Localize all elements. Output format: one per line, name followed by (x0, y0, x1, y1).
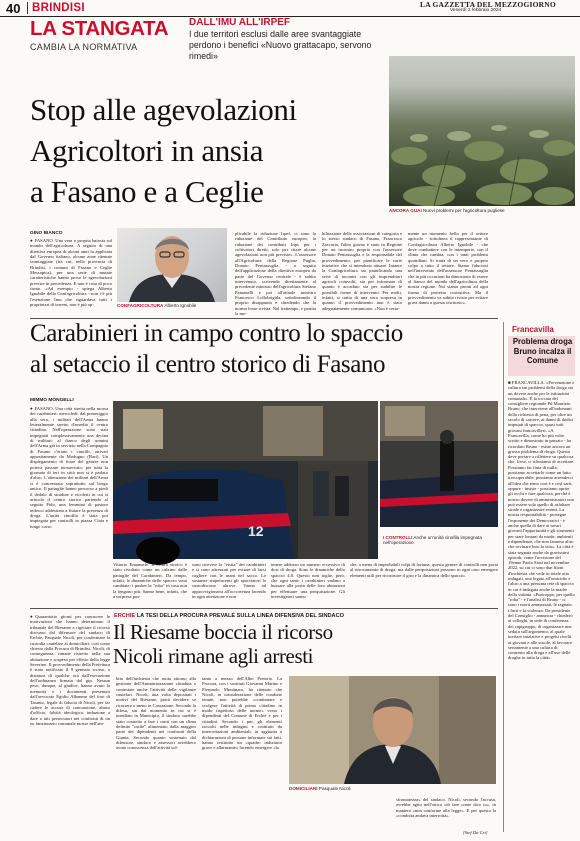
story1-column-1: ● FASANO. Una vera e propria batosta sul mondo dell'agricoltura. A seguito di una direttiva europea di alcuni anni fa applicata dal Governo italiano, alcune zone ritenute svantaggiate (tra cui, nella provincia di Brindisi, i comuni di Fasano e Ceglie Messapica), per una serie di mutate caratteristiche hanno perso le agevolazioni previste in precedenza. E non è cosa di poco conto. «Ad esempio - spiega Alberto Ignobile della Confagricoltura - non c'è più l'esenzione Imu che riguardava tutti i proprietari di terreni, non è più ap- (30, 238, 112, 308)
story3-headline-1: Il Riesame boccia il ricorso (113, 620, 333, 644)
issue-date: Venerdì 2 febbraio 2024 (450, 8, 502, 13)
story2-byline: MIMMO MONGELLI (30, 398, 74, 403)
story1-sub-label: DALL'IMU ALL'IRPEF (189, 17, 291, 28)
story2-column-5: che, a meno di improbabili colpi di fortuna, questo genere di controlli non porta al ritrovamento di droga, ma dalle perquisizioni possono in ogni caso emergere elementi utili per ricostruire il giro e la dinamica dello spaccio. (350, 562, 498, 578)
sidebar-section: Francavilla (512, 325, 554, 334)
story2-headline-2: al setaccio il centro storico di Fasano (30, 351, 386, 378)
story2-column-4: tenere addosso un numero eccessivo di dosi di droga. Sono le dinamiche dello spaccio 4.0. Questo non toglie, però, che ogni tanto i carabinieri vadano a bussare alla porta delle loro abitazioni per effettuare una perquisizione. Gli investigatori sanno (271, 562, 345, 600)
page-header (0, 0, 580, 17)
story1-kicker-sub: CAMBIA LA NORMATIVA (30, 42, 138, 52)
story3-column-3: tanto a mezzo dell'Albo Pretorio. La Procura, con i sostituti Giovanni Marino e Pierpaolo Montinaro, ha ritenuto che Nicoli, in considerazione delle condotte tenute, non potrebbe «continuare e svolgere l'attività di primo cittadino in modo rispettoso delle norme» verso i dipendenti del Comune di Erchie e per i cittadini. Secondo i pm, gli elementi raccolti nelle indagini e costituiti da intercettazioni ambientali, in aggiunta a dichiarazioni di persone informate sui fatti, hanno restituito un «quadro indiziario grave e allarmante» facendo emergere «la (202, 676, 282, 751)
crop-field-photo (389, 56, 575, 206)
nicoli-drawing (289, 676, 496, 784)
police-car-drawing (113, 401, 378, 559)
story1-headline-3: a Fasano e a Ceglie (30, 174, 264, 209)
police-photo-caption: I CONTROLLI Anche un'unità cinofila impegnata nell'operazione (383, 535, 482, 546)
story1-column-4: mente un momento bello per il settore agricolo - sottolinea il rappresentante di Confagricoltura Alberto Ignobile - che deve combattere con le intemperie, con il clima che cambia, con i tanti problemi quotidiani. Si tratta di un vero e proprio colpo a tutto il settore. Siamo fiduciosi nell'intervento dell'assessore Pentassuglia che in più occasioni ha dimostrato di essere al fianco del mondo dell'agricoltura della nostra regione. Noi siamo pronti ad ogni forma di protesta costruttiva. Ma il provvedimento va subito rivisto per evitare gravi danni a questo territorio». (408, 231, 488, 306)
story1-column-2: plicabile la riduzione Irpef, ci sono la riduzione del Contributo europeo, la riduzione dei contributi Inps per i coltivatori diretti, solo per citare alcune agevolazioni non più previste». L'assessore all'Agricoltura della Regione Puglia, Donato Pentassuglia - a seguito dell'applicazione della direttiva europea da parte del Governo centrale - è subito intervenuto, scrivendo direttamente al precedente ministro dell'agricoltura Stefano Patuanelli e poi all'attuale ministro Francesco Lollobrigida, sottolineando il proprio disappunto e chiedendo che la norma fosse rivista. Nel frattempo, e partita la mo- (235, 231, 316, 317)
story2-column-2: Vittorio Emanuele. Il centro storico è stato rivoltato come un calzino dalle pattuglie del Carabinieri. Da tempo, infatti, le dinamiche dello spaccio sono cambiate: i pusher la "roba" in casa non la tengono più. Sanno bene, infatti, che a sorpresa pos- (113, 562, 187, 600)
portrait-drawing (117, 228, 227, 302)
section-name: BRINDISI (32, 2, 85, 14)
story2-column-3: sono ricevere la "visita" dei carabinieri e si sono attrezzati per evitare di farsi cogliere con le mani nel sacco. Le sostanze stupefacenti gli spacciatori le custodiscono altrove. Vanno ad approvvigionarsi all'occorrenza facendo in ogni attenzione e non (192, 562, 266, 600)
police-car-photo (113, 401, 378, 559)
story3-headline-2: Nicoli rimane agli arresti (113, 644, 314, 668)
story2-column-1: ● FASANO. Una città stretta nella morsa dei carabinieri: mercoledì, dal pomeriggio alla sera, i militari dell'Arma hanno letteralmente stretto d'assedio il centro cittadino. Nell'operazione sono stati impegnati complessivamente una decina di militari: al fianco degli uomini dell'Arma già in servizio nella Compagnia di Fasano c'erano i cinofili, arrivati appositamente da Modugno (Bari). Un dispiegamento di forze del genere non poteva passare inosservato: per tutta la giornata di ieri in città non si è parlato d'altro. L'attenzione dei militari dell'Arma si è concentrata soprattutto sul borgo antico. Il pattuglie hanno percorso a piedi il dedalo di stradine e vicoletti in cui si articola il centro storico partendo al seguito Fido, una femmina di pastore tedesco addestrata a fiutare la presenza di droga. L'unità cinofila è stata poi impiegata per controlli in piazza Ciaia e lungo corso (30, 406, 108, 529)
story1-headline-1: Stop alle agevolazioni (30, 92, 297, 127)
story1-kicker: LA STANGATA (30, 17, 169, 40)
story3-column-4: sfrontatezza» del sindaco. Nicoli, secondo l'accusa, avrebbe agito nell'ottica «di fare come dico io», in maniera «non conforme alla legge». E per questo la «condotta andava interrotta». (396, 797, 496, 819)
nicoli-photo-caption: DOMICILIARI Pasquale Nicoli (289, 786, 351, 791)
page-number: 40 (6, 1, 21, 16)
crop-leaves-drawing (389, 56, 575, 206)
story1-headline-2: Agricoltori in ansia (30, 133, 264, 168)
sidebar-body: ■ FRANCAVILLA. «Prevenzione e cultura sui problemi della droga sia un dovere anche per le istituzioni comunali». È la toccata del consigliere regionale Pd Maurizio Bruno, che interviene all'indomani della richiesta di pena, per oltre un secolo di carcere, ai danni di dodici imputati di spaccio, quasi tutti giovani francavillesi. «A Francavilla, come ho più volte scritto e dimostrato in passato - ha ricordato Bruno - esiste ancora un grosso problema di droga. Questo deve portare a riflettere su qualcosa che, forse, ci rifiutiamo di accettare. Possiamo far finta di nulla, possiamo accettarlo come un fatto irrecuperabile, possiamo arrenderci all'idea che temo così è e così sarà, oppure - insiste - possiamo aprire gli occhi e fare qualcosa, perché è nostro dovere di amministratori non può essere solo quello di asfaltare strade e organizzare eventi. La nostra responsabilità - prosegue l'esponente dei Democratici - è anche quella di dare ai nostri giovani l'opportunità e gli strumenti per stare lontani da mode, ambienti e dipendenze, che non faranno altro che rovinare loro la vita». La città è stata segnata anche da gravissimi episodi, come l'uccisione del 19enne Paolo Stasi nel novembre 2022, su cui ci sono due filoni d'inchiesta che vede in totale otto indagati, uno legato all'omicidio e l'altro a una presunta rete di spaccio in cui è indagata anche la madre della vittima. «Purtroppo, per quello "roba" - è l'analisi di Bruno - ci sono i morti ammazzati, le ragnaie, i furti e la violenza. Da presidente del Consiglio - annuncia - chiederò ai colleghi, in sede di conferenza dei capigruppo, di organizzare una seduta sull'argomento, al quale invitare iniziative e progetti rivolti ai giovani e alle scuole, al lavorare seriamente a una cultura di contrasto alla droga e all'uso delle droghe in tutta la città». (508, 380, 575, 661)
story1-byline: GINO BIANCO (30, 231, 63, 236)
portrait-caption: CONFAGRICOLTURA Alberto Ignobile (117, 303, 197, 308)
field-photo-caption: ANCORA GUAI Nuovi problemi per l'agricoltura pugliese (389, 208, 505, 213)
sidebar-headline: Problema droga Bruno incalza il Comune (512, 337, 573, 366)
story3-column-1: ●Quarantotto giorni per conoscere le motivazioni che hanno determinato il tribunale del Riesame a rigettare il ricorso discusso dal difensore del sindaco di Erchie, Pasquale Nicoli, per confermare la custodia cautelare ai domiciliari, così come chiesto dalla Procura di Brindisi. Nicoli, di conseguenza, rimane ristretto nella sua abitazione e sospeso per effetto della legge Severino. Il provvedimento della Prefettura è stato notificato il 9 gennaio scorso, a distanza di qualche ora dall'esecuzione dell'ordinanza firmata dal gip. Nessun peso, dunque, al giudice, hanno avuto la memoria e i documenti presentati dall'avvocato Egidio Albanese del foro di Taranto, legale di fiducia di Nicoli, per far cadere le accuse di concussione, abuso d'ufficio, falsità ideologica, induzione a dare o atti persecutori nei confronti di un ex funzionario comunale mosse nell'am- (30, 614, 110, 726)
story2-headline-1: Carabinieri in campo contro lo spaccio (30, 320, 403, 347)
newspaper-name: LA GAZZETTA DEL MEZZOGIORNO (420, 0, 556, 9)
story3-kicker: ERCHIE LA TESI DELLA PROCURA PREVALE SULLA LINEA DIFENSIVA DEL SINDACO (114, 613, 344, 619)
nicoli-photo (289, 676, 496, 784)
portrait-photo (117, 228, 227, 302)
story1-column-3: bilitazione delle associazioni di categoria e lo stesso sindaco di Fasano, Francesco Zaccaria, l'altro giorno è stato in Regione per un incontro proprio con l'assessore Donato Pentassuglia e la responsabile del provvedimento, per pianificare le varie iniziative che si intendono attuare. Intanto la Confagricoltura sta pianificando una serie di incontri con gli imprenditori agricoli coinvolti, sia per informare di quanto è accaduto sia per stabilire le possibili forme di intervento. Per molti, infatti, si tratta di una vera sorpresa in quanto il provvedimento non è stato adeguatamente comunicato. «Non è certa- (322, 231, 402, 311)
story1-sub-text: I due territori esclusi dalle aree svantaggiate perdono i benefici «Nuovo grattacapo, servono rimedi» (189, 29, 372, 61)
canine-unit-drawing (380, 401, 498, 527)
story3-column-2: bito dell'inchiesta che ruota attorno alla gestione dell'Amministrazione cittadina e contestate anche l'attività delle vigilanze cautelari. Nicoli, una volta depositati i motivi del Riesame, potrà decidere se ricorrere o meno in Cassazione. Secondo la difesa, sin dal momento in cui si è insediato in Municipio, il sindaco sarebbe stato costretto a fare i conti con un clima definito "ostile" alimentato dalla maggior parte dei dipendenti nei confronti della Giunta. Secondo quanto sostenuto dal difensore, sindaco e assessori avrebbero avuto conoscenza dell'attività sol- (116, 676, 196, 751)
canine-unit-photo (380, 401, 498, 527)
story3-signature: [Stef.Da Cri] (463, 830, 488, 835)
svg-text:12: 12 (248, 523, 264, 539)
